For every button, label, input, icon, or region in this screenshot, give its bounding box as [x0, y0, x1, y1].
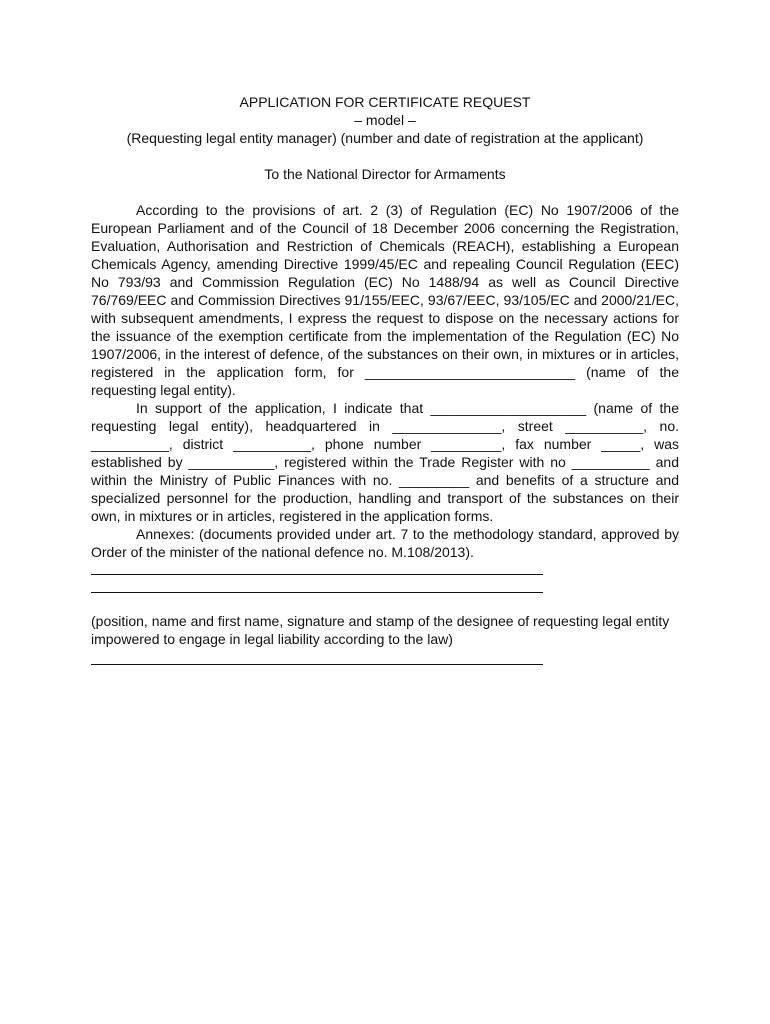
- document-page: [91, 93, 679, 665]
- spacer: [91, 147, 679, 165]
- document-subtitle: – model –: [354, 112, 416, 128]
- spacer: [91, 593, 679, 612]
- support-paragraph: In support of the application, I indicate that ____________________ (name of the requesting legal entity), headquartered in ______________, street __________, no. __________, district __________, phone number _________, fax number _____, was established by ___________, registered within the Trade Register with no __________ and within the Ministry of Public Finances with no. _________ and benefits of a structure and specialized personnel for the production, handling and transport of the substances on their own, in mixtures or in articles, registered in the application forms.: [91, 400, 679, 524]
- document-title: APPLICATION FOR CERTIFICATE REQUEST: [239, 94, 531, 110]
- request-paragraph: According to the provisions of art. 2 (3) of Regulation (EC) No 1907/2006 of the European Parliament and of the Council of 18 December 2006 concerning the Registration, Evaluation, Authorisation and Restriction of Chemicals (REACH), establishing a European Chemicals Agency, amending Directive 1999/45/EC and repealing Council Regulation (EEC) No 793/93 and Commission Regulation (EC) No 1488/94 as well as Council Directive 76/769/EEC and Commission Directives 91/155/EEC, 93/67/EEC, 93/105/EC and 2000/21/EC, with subsequent amendments, I express the request to dispose on the necessary actions for the issuance of the exemption certificate from the implementation of the Regulation (EC) No 1907/2006, in the interest of defence, of the substances on their own, in mixtures or in articles, registered in the application form, for ___________________________ (name of the requesting legal entity).: [91, 202, 679, 398]
- spacer: [91, 183, 679, 201]
- applicant-line: (Requesting legal entity manager) (number and date of registration at the applicant): [126, 130, 644, 146]
- signature-line: [91, 664, 543, 665]
- annexes-paragraph: Annexes: (documents provided under art. 7 to the methodology standard, approved by Order of the minister of the national defence no. M.108/2013).: [91, 526, 679, 560]
- addressee-line: To the National Director for Armaments: [264, 166, 506, 182]
- signature-caption: (position, name and first name, signature and stamp of the designee of requesting legal entity impowered to engage in legal liability according to the law): [91, 613, 670, 647]
- blank-line-1: [91, 574, 543, 575]
